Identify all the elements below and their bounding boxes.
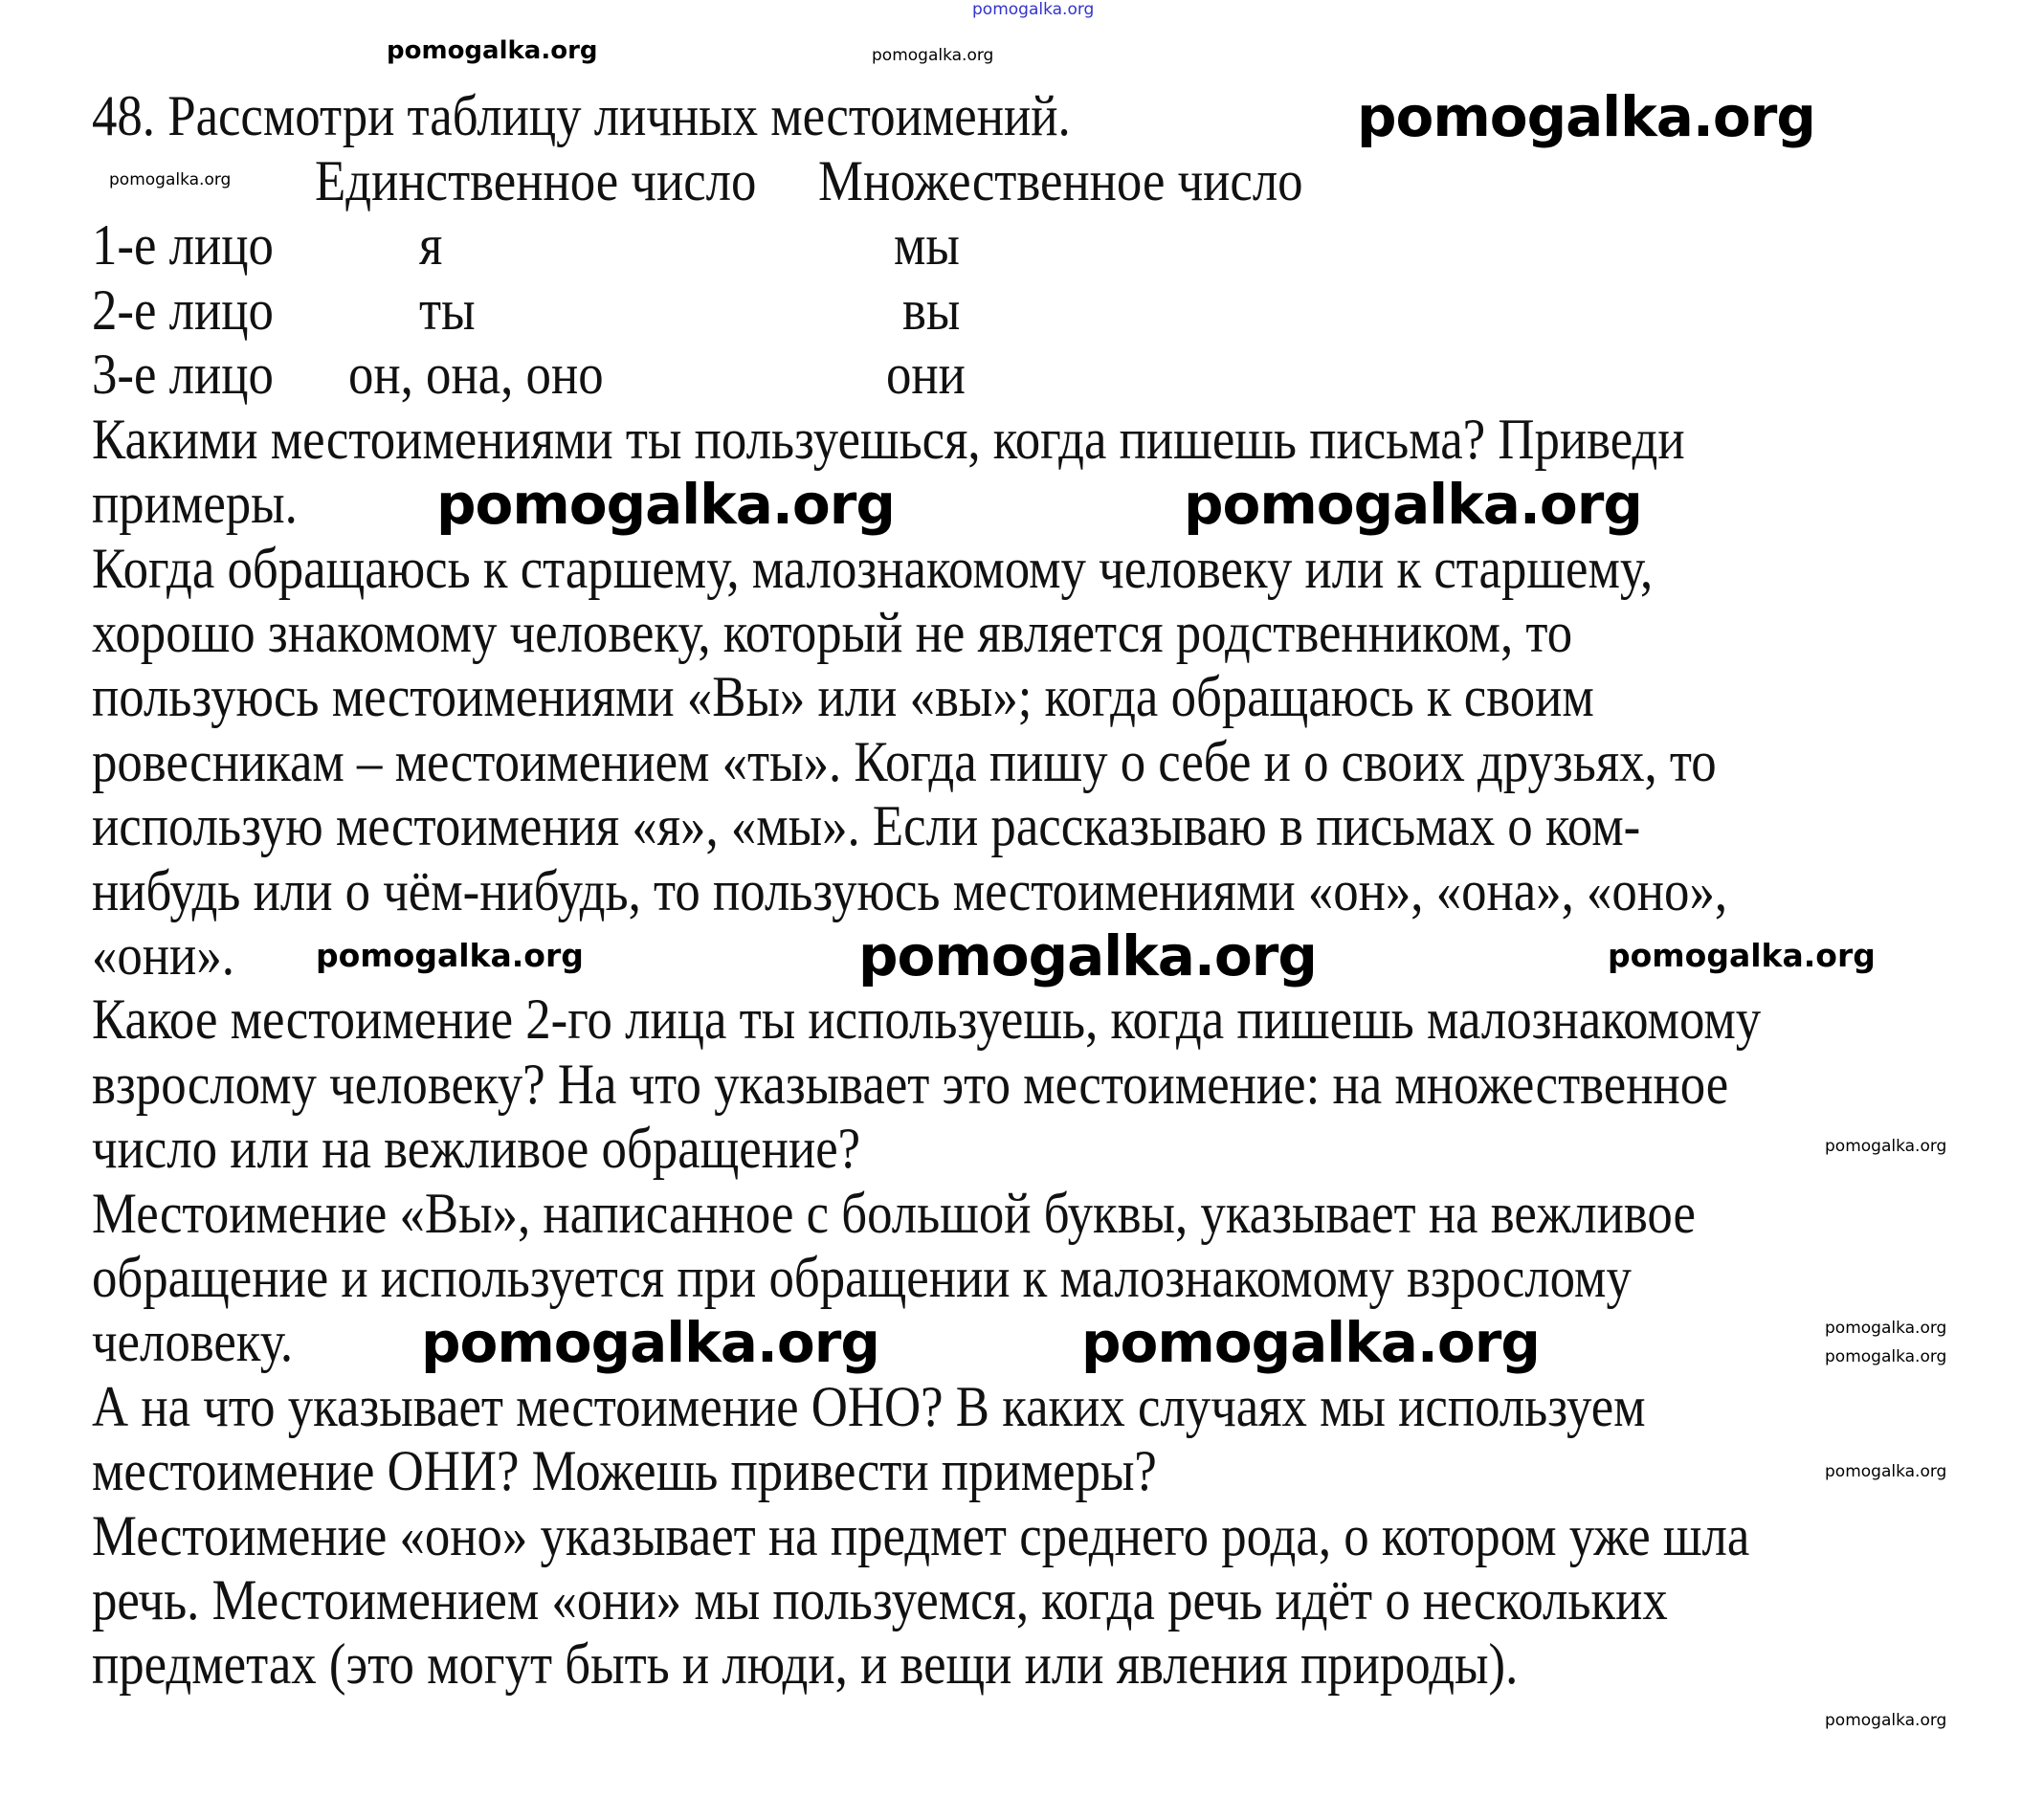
text-line: примеры.	[92, 472, 298, 535]
text-line: использую местоимения «я», «мы». Если рассказываю в письмах о ком-	[92, 794, 1641, 857]
text-line: А на что указывает местоимение ОНО? В каких случаях мы используем	[92, 1375, 1646, 1438]
text-line: человеку.	[92, 1310, 294, 1373]
watermark: pomogalka.org	[1608, 937, 1876, 974]
text-line: нибудь или о чём-нибудь, то пользуюсь местоимениями «он», «она», «оно»,	[92, 859, 1728, 922]
watermark: pomogalka.org	[1825, 1347, 1947, 1366]
person-label: 2-е лицо	[92, 278, 274, 342]
watermark: pomogalka.org	[1825, 1319, 1947, 1338]
watermark: pomogalka.org	[1825, 1462, 1947, 1481]
text-line: Когда обращаюсь к старшему, малознакомому человеку или к старшему,	[92, 537, 1654, 600]
watermark: pomogalka.org	[872, 46, 994, 65]
text-line: Какое местоимение 2-го лица ты используешь, когда пишешь малознакомому	[92, 988, 1762, 1051]
text-line: речь. Местоимением «они» мы пользуемся, когда речь идёт о нескольких	[92, 1568, 1668, 1632]
plural-pronoun: мы	[894, 213, 960, 277]
watermark: pomogalka.org	[421, 1310, 879, 1375]
watermark: pomogalka.org	[316, 937, 584, 974]
text-line: Местоимение «оно» указывает на предмет среднего рода, о котором уже шла	[92, 1504, 1750, 1567]
watermark: pomogalka.org	[1825, 1711, 1947, 1730]
text-line: пользуюсь местоимениями «Вы» или «вы»; когда обращаюсь к своим	[92, 665, 1594, 728]
watermark-top: pomogalka.org	[972, 0, 1095, 19]
plural-pronoun: они	[886, 343, 966, 406]
text-line: «они».	[92, 923, 234, 987]
text-line: число или на вежливое обращение?	[92, 1117, 861, 1180]
text-line: предметах (это могут быть и люди, и вещи или явления природы).	[92, 1632, 1519, 1696]
text-line: ровесникам – местоимением «ты». Когда пишу о себе и о своих друзьях, то	[92, 730, 1717, 793]
table-header-singular: Единственное число	[315, 149, 757, 212]
person-label: 3-е лицо	[92, 343, 274, 406]
text-line: Местоимение «Вы», написанное с большой буквы, указывает на вежливое	[92, 1182, 1696, 1245]
watermark: pomogalka.org	[387, 36, 598, 65]
singular-pronoun: ты	[419, 278, 476, 342]
watermark: pomogalka.org	[109, 170, 232, 189]
plural-pronoun: вы	[902, 278, 961, 342]
text-line: хорошо знакомому человеку, который не является родственником, то	[92, 601, 1573, 664]
singular-pronoun: он, она, оно	[348, 343, 604, 406]
watermark: pomogalka.org	[1081, 1310, 1540, 1375]
person-label: 1-е лицо	[92, 213, 274, 277]
exercise-title: 48. Рассмотри таблицу личных местоимений.	[92, 84, 1071, 147]
singular-pronoun: я	[419, 213, 443, 277]
text-line: взрослому человеку? На что указывает это местоимение: на множественное	[92, 1053, 1729, 1116]
watermark: pomogalka.org	[1825, 1137, 1947, 1156]
watermark: pomogalka.org	[858, 923, 1317, 988]
text-line: обращение и используется при обращении к малознакомому взрослому	[92, 1246, 1632, 1309]
text-line: Какими местоимениями ты пользуешься, когда пишешь письма? Приведи	[92, 408, 1685, 471]
watermark: pomogalka.org	[1184, 472, 1642, 537]
watermark: pomogalka.org	[436, 472, 895, 537]
watermark: pomogalka.org	[1357, 84, 1815, 149]
text-line: местоимение ОНИ? Можешь привести примеры?	[92, 1439, 1157, 1502]
table-header-plural: Множественное число	[818, 149, 1303, 212]
